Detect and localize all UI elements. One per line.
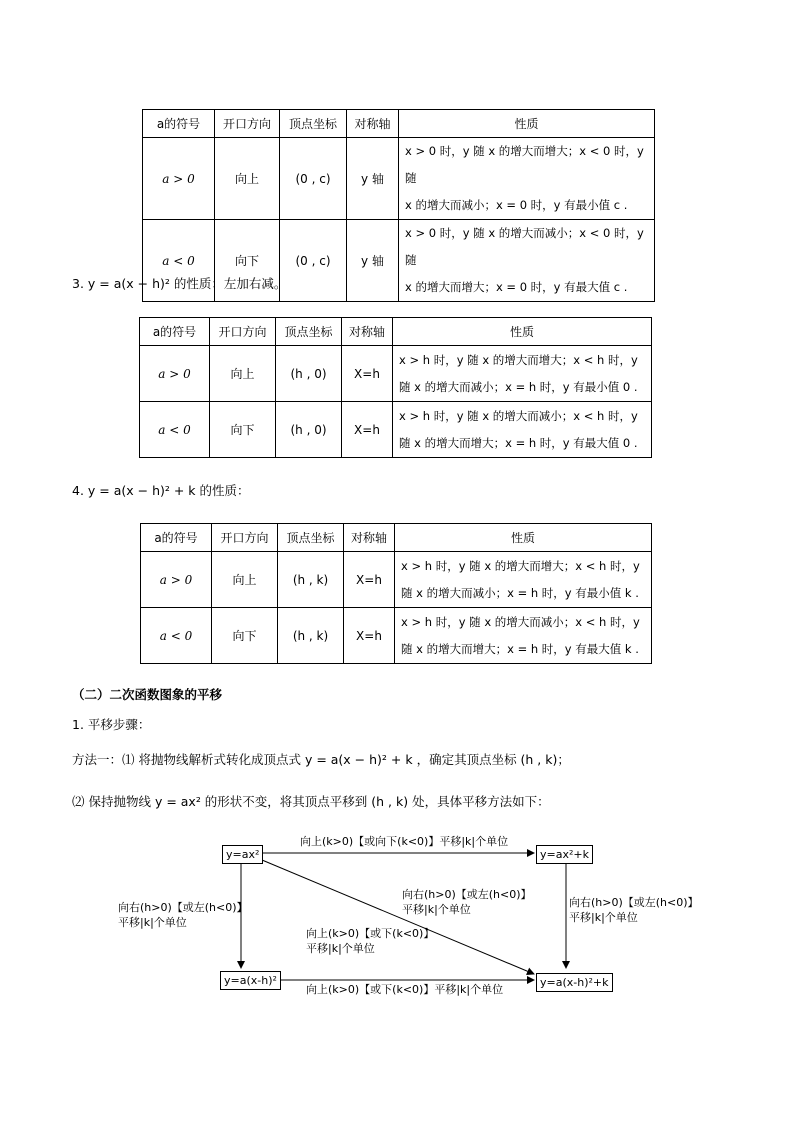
cell-axis: X=h: [344, 608, 395, 664]
header-property: 性质: [393, 318, 652, 346]
box-y-ax2: y=ax²: [222, 845, 263, 864]
header-direction: 开口方向: [215, 110, 280, 138]
label-right-arrow-line1: 向右(h>0)【或左(h<0)】: [569, 896, 699, 909]
label-top-arrow: 向上(k>0)【或向下(k<0)】平移|k|个单位: [300, 835, 509, 848]
arrow-diagonal: [262, 860, 534, 974]
section-3-title: 3. y = a(x − h)² 的性质：左加右减。: [72, 276, 287, 291]
method-2-text: ⑵ 保持抛物线 y = ax² 的形状不变，将其顶点平移到 (h , k) 处，具体平移方法如下：: [72, 794, 550, 809]
cell-sign: a < 0: [141, 608, 212, 664]
cell-sign: a < 0: [143, 220, 215, 302]
cell-property: [395, 552, 652, 608]
table-header-row: [140, 318, 652, 346]
table-row: [140, 402, 652, 458]
label-bottom-arrow: 向上(k>0)【或下(k<0)】平移|k|个单位: [306, 983, 504, 996]
translation-diagram: [0, 820, 794, 1010]
header-direction: 开口方向: [212, 524, 278, 552]
table-row: [140, 346, 652, 402]
box-y-a-x-minus-h-2: y=a(x-h)²: [220, 971, 281, 990]
cell-axis: X=h: [342, 402, 393, 458]
label-diagonal-upper-line2: 平移|k|个单位: [402, 903, 471, 916]
label-right-arrow-line2: 平移|k|个单位: [569, 911, 638, 924]
table-header-row: [141, 524, 652, 552]
table-row: [143, 138, 655, 220]
header-axis: 对称轴: [342, 318, 393, 346]
table-header-row: [143, 110, 655, 138]
label-left-arrow-line2: 平移|k|个单位: [118, 916, 187, 929]
method-1-text: 方法一：⑴ 将抛物线解析式转化成顶点式 y = a(x − h)² + k ，确定其顶点坐标 (h , k)；: [72, 752, 570, 767]
cell-vertex: (h , 0): [276, 402, 342, 458]
label-diagonal-lower-line2: 平移|k|个单位: [306, 942, 375, 955]
table-row: [141, 608, 652, 664]
cell-property: [399, 138, 655, 220]
cell-sign: a > 0: [140, 346, 210, 402]
box-y-ax2-plus-k: y=ax²+k: [536, 845, 593, 864]
header-vertex: 顶点坐标: [276, 318, 342, 346]
header-property: 性质: [395, 524, 652, 552]
section-4-title: 4. y = a(x − h)² + k 的性质：: [72, 483, 250, 498]
cell-sign: a > 0: [141, 552, 212, 608]
label-diagonal-upper-line1: 向右(h>0)【或左(h<0)】: [402, 888, 532, 901]
property-line: 随 x 的增大而增大；x = h 时，y 有最大值 k .: [401, 641, 639, 656]
property-line: 随 x 的增大而减小；x = h 时，y 有最小值 0 .: [399, 379, 638, 394]
properties-table-3: [140, 523, 652, 664]
cell-axis: X=h: [344, 552, 395, 608]
cell-direction: 向上: [212, 552, 278, 608]
step-1-heading: 1. 平移步骤：: [72, 717, 151, 732]
property-line: 随 x 的增大而增大；x = h 时，y 有最大值 0 .: [399, 435, 638, 450]
cell-vertex: (h , 0): [276, 346, 342, 402]
header-vertex: 顶点坐标: [280, 110, 347, 138]
property-line: x > 0 时，y 随 x 的增大而减小；x < 0 时，y 随: [405, 226, 644, 267]
header-vertex: 顶点坐标: [278, 524, 344, 552]
header-property: 性质: [399, 110, 655, 138]
cell-direction: 向下: [212, 608, 278, 664]
cell-direction: 向上: [215, 138, 280, 220]
cell-sign: a < 0: [140, 402, 210, 458]
cell-property: [399, 220, 655, 302]
label-diagonal-lower-line1: 向上(k>0)【或下(k<0)】: [306, 927, 435, 940]
header-axis: 对称轴: [347, 110, 399, 138]
cell-vertex: (h , k): [278, 608, 344, 664]
property-line: x > h 时，y 随 x 的增大而减小；x < h 时，y: [399, 408, 638, 423]
part-2-title: （二）二次函数图象的平移: [72, 687, 223, 702]
properties-table-2: [139, 317, 652, 458]
header-sign: a的符号: [140, 318, 210, 346]
cell-direction: 向下: [215, 220, 280, 302]
header-sign: a的符号: [143, 110, 215, 138]
box-y-a-x-minus-h-2-plus-k: y=a(x-h)²+k: [536, 973, 613, 992]
cell-axis: y 轴: [347, 138, 399, 220]
cell-property: [395, 608, 652, 664]
properties-table-1: [142, 109, 655, 302]
property-line: x 的增大而增大；x = 0 时，y 有最大值 c .: [405, 280, 628, 294]
header-axis: 对称轴: [344, 524, 395, 552]
cell-vertex: (h , k): [278, 552, 344, 608]
property-line: x > 0 时，y 随 x 的增大而增大；x < 0 时，y 随: [405, 144, 644, 185]
cell-property: [393, 402, 652, 458]
property-line: x > h 时，y 随 x 的增大而增大；x < h 时，y: [399, 352, 638, 367]
header-direction: 开口方向: [210, 318, 276, 346]
property-line: 随 x 的增大而减小；x = h 时，y 有最小值 k .: [401, 585, 639, 600]
cell-vertex: (0 , c): [280, 138, 347, 220]
cell-vertex: (0 , c): [280, 220, 347, 302]
property-line: x > h 时，y 随 x 的增大而增大；x < h 时，y: [401, 558, 640, 573]
header-sign: a的符号: [141, 524, 212, 552]
cell-axis: y 轴: [347, 220, 399, 302]
cell-direction: 向上: [210, 346, 276, 402]
cell-sign: a > 0: [143, 138, 215, 220]
property-line: x 的增大而减小；x = 0 时，y 有最小值 c .: [405, 198, 628, 212]
cell-axis: X=h: [342, 346, 393, 402]
label-left-arrow-line1: 向右(h>0)【或左(h<0)】: [118, 901, 248, 914]
cell-direction: 向下: [210, 402, 276, 458]
table-row: [141, 552, 652, 608]
property-line: x > h 时，y 随 x 的增大而减小；x < h 时，y: [401, 614, 640, 629]
cell-property: [393, 346, 652, 402]
